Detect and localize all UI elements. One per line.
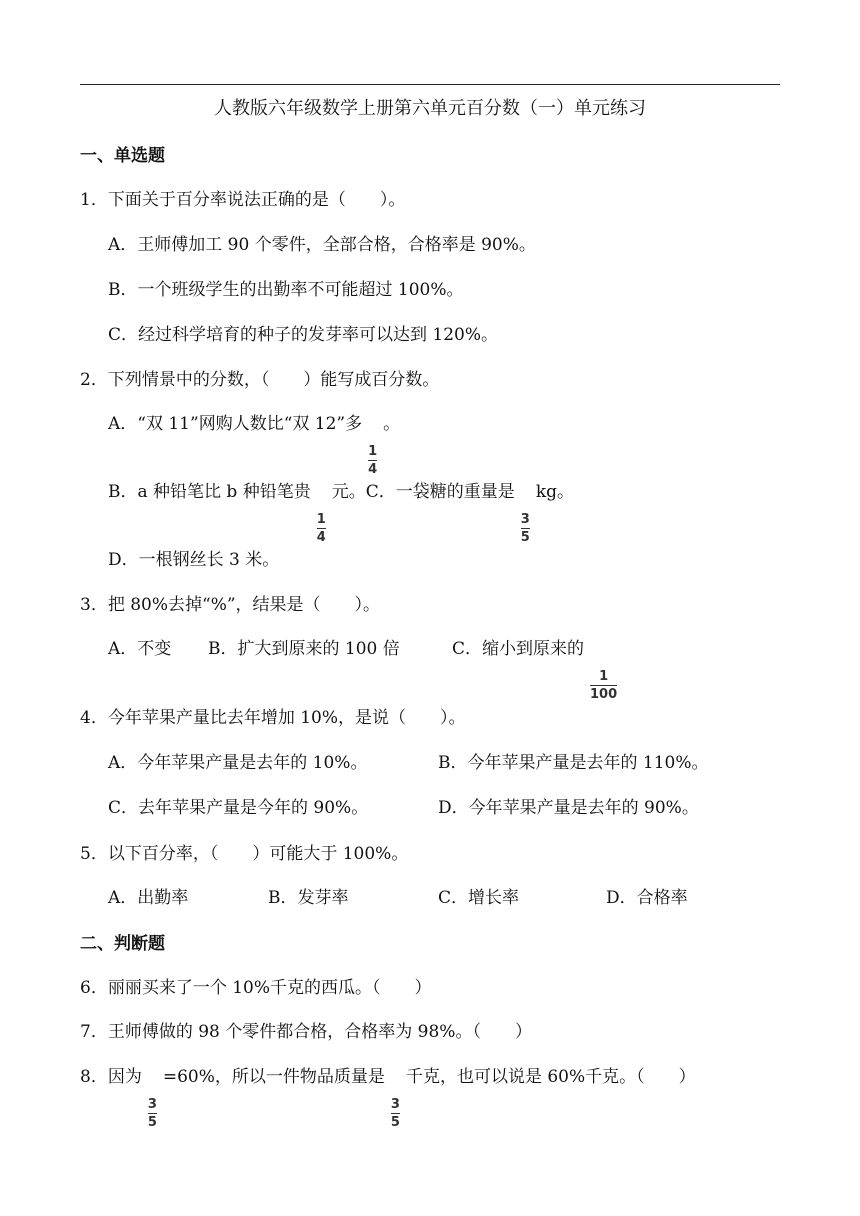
section-heading-single-choice: 一、单选题 (80, 146, 165, 166)
question-8-text-end: 千克，也可以说是 60%千克。（ ） (405, 1067, 696, 1087)
question-1-option-a[interactable]: A．王师傅加工 90 个零件，全部合格，合格率是 90%。 (108, 235, 536, 255)
fraction-three-fifths (521, 512, 530, 545)
question-7-stem: 7．王师傅做的 98 个零件都合格，合格率为 98%。（ ） (80, 1022, 532, 1042)
question-3-option-b[interactable]: B．扩大到原来的 100 倍 (208, 639, 400, 659)
question-2-option-d[interactable]: D．一根钢丝长 3 米。 (108, 550, 280, 570)
question-4-option-a[interactable]: A．今年苹果产量是去年的 10%。 (108, 753, 368, 773)
question-8-stem (80, 1066, 696, 1130)
question-2-option-c-end: kg。 (535, 482, 575, 502)
question-2-stem: 2．下列情景中的分数，（ ）能写成百分数。 (80, 370, 440, 390)
fraction-numerator: 1 (316, 512, 326, 527)
fraction-bar (148, 1113, 157, 1114)
question-2-option-b-end: 元。 (331, 482, 366, 502)
question-2-option-c[interactable] (365, 482, 575, 545)
question-5-option-a[interactable]: A．出勤率 (108, 888, 189, 908)
question-1-option-c[interactable]: C．经过科学培育的种子的发芽率可以达到 120%。 (108, 325, 499, 345)
fraction-numerator: 1 (368, 444, 378, 459)
question-3-stem: 3．把 80%去掉“%”，结果是（ ）。 (80, 595, 381, 615)
fraction-denominator: 4 (368, 462, 378, 477)
question-8-text-middle: =60%，所以一件物品质量是 (162, 1067, 385, 1087)
question-4-option-b[interactable]: B．今年苹果产量是去年的 110%。 (438, 753, 709, 773)
header-rule (80, 84, 780, 85)
question-2-option-a-end: 。 (383, 414, 401, 434)
fraction-denominator: 5 (520, 530, 530, 545)
fraction-one-quarter (368, 444, 377, 477)
fraction-bar (368, 460, 377, 461)
question-2-option-b[interactable] (108, 482, 366, 545)
fraction-denominator: 4 (316, 530, 326, 545)
fraction-numerator: 3 (147, 1097, 157, 1112)
question-5-option-b[interactable]: B．发芽率 (268, 888, 349, 908)
section-heading-true-false: 二、判断题 (80, 934, 165, 954)
question-5-options (108, 887, 688, 909)
question-4-option-c[interactable]: C．去年苹果产量是今年的 90%。 (108, 798, 369, 818)
question-4-options-cd (108, 797, 699, 819)
fraction-bar (521, 528, 530, 529)
question-3-option-a[interactable]: A．不变 (108, 639, 172, 659)
question-4-option-d[interactable]: D．今年苹果产量是去年的 90%。 (438, 798, 699, 818)
question-2-options-b-c (108, 481, 574, 545)
question-5-option-d[interactable]: D．合格率 (606, 888, 688, 908)
question-2-option-a[interactable] (108, 413, 400, 477)
fraction-bar (590, 685, 617, 686)
question-2-option-a-text: A．“双 11”网购人数比“双 12”多 (108, 414, 363, 434)
fraction-bar (317, 528, 326, 529)
fraction-three-fifths (391, 1097, 400, 1130)
fraction-bar (391, 1113, 400, 1114)
fraction-three-fifths (148, 1097, 157, 1130)
question-2-option-c-text: C．一袋糖的重量是 (365, 482, 515, 502)
fraction-numerator: 3 (520, 512, 530, 527)
question-1-stem: 1．下面关于百分率说法正确的是（ ）。 (80, 190, 406, 210)
fraction-one-quarter (317, 512, 326, 545)
question-5-stem: 5．以下百分率，（ ）可能大于 100%。 (80, 844, 409, 864)
question-1-option-b[interactable]: B．一个班级学生的出勤率不可能超过 100%。 (108, 280, 464, 300)
fraction-denominator: 5 (147, 1115, 157, 1130)
fraction-numerator: 3 (390, 1097, 400, 1112)
question-4-stem: 4．今年苹果产量比去年增加 10%，是说（ ）。 (80, 708, 466, 728)
fraction-one-hundredth (590, 669, 617, 702)
question-8-text-start: 8．因为 (80, 1067, 142, 1087)
question-3-options (108, 638, 623, 702)
question-5-option-c[interactable]: C．增长率 (438, 888, 520, 908)
fraction-denominator: 100 (590, 687, 618, 702)
question-3-option-c[interactable] (452, 639, 623, 702)
question-6-stem: 6．丽丽买来了一个 10%千克的西瓜。（ ） (80, 978, 432, 998)
question-3-option-c-text: C．缩小到原来的 (452, 639, 585, 659)
question-2-option-b-text: B．a 种铅笔比 b 种铅笔贵 (108, 482, 311, 502)
fraction-numerator: 1 (599, 669, 609, 684)
document-title: 人教版六年级数学上册第六单元百分数（一）单元练习 (214, 98, 646, 119)
question-4-options-ab (108, 752, 709, 774)
fraction-denominator: 5 (390, 1115, 400, 1130)
